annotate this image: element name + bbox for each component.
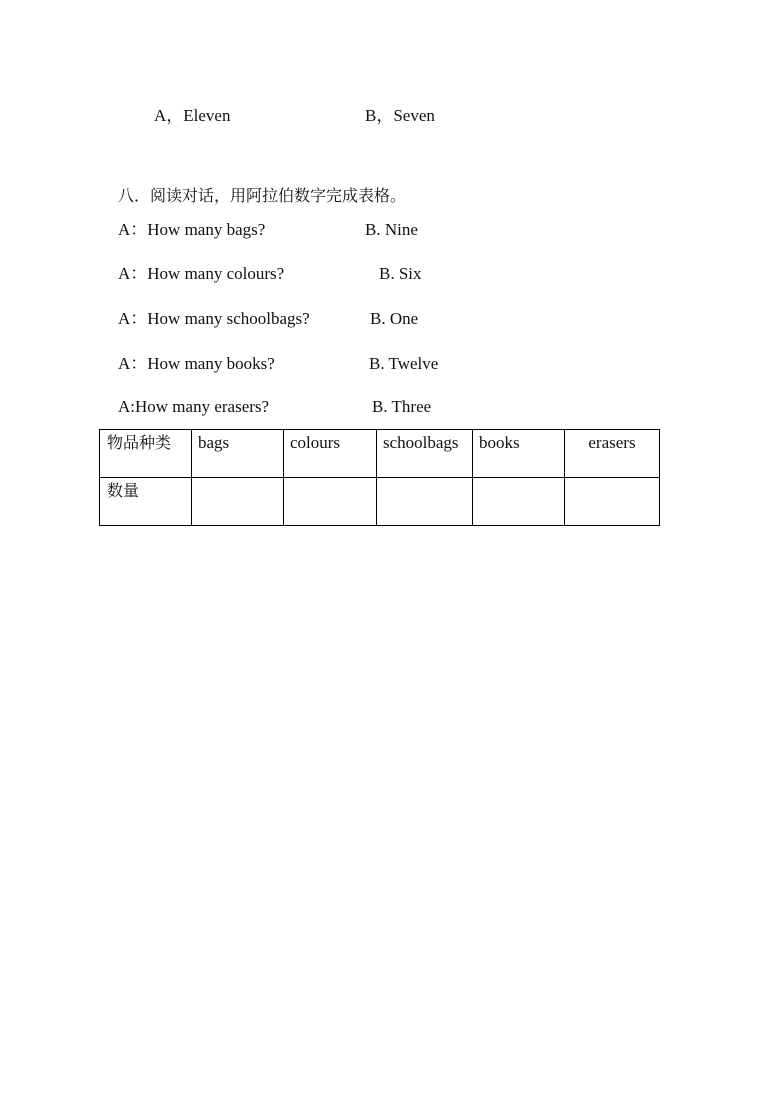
quantity-cell-bags[interactable] — [192, 478, 284, 526]
column-header-colours: colours — [284, 430, 377, 478]
quantity-cell-schoolbags[interactable] — [377, 478, 473, 526]
dialogue-answer: B. One — [370, 309, 419, 328]
table-header-row — [100, 430, 660, 478]
column-header-bags: bags — [192, 430, 284, 478]
option-a: A，Eleven — [154, 106, 231, 125]
quantity-cell-books[interactable] — [473, 478, 565, 526]
quantity-label: 数量 — [100, 478, 192, 526]
dialogue-question: A：How many colours? — [118, 264, 285, 283]
section-title: 八．阅读对话，用阿拉伯数字完成表格。 — [118, 186, 407, 205]
dialogue-question: A：How many bags? — [118, 220, 266, 239]
quantity-cell-colours[interactable] — [284, 478, 377, 526]
dialogue-answer: B. Six — [379, 264, 422, 283]
dialogue-question: A：How many books? — [118, 354, 275, 373]
option-b: B，Seven — [365, 106, 435, 125]
table-quantity-row — [100, 478, 660, 526]
column-header-books: books — [473, 430, 565, 478]
quantity-cell-erasers[interactable] — [565, 478, 660, 526]
dialogue-answer: B. Three — [372, 397, 432, 416]
item-type-label: 物品种类 — [100, 430, 192, 478]
column-header-schoolbags: schoolbags — [377, 430, 473, 478]
column-header-erasers: erasers — [565, 430, 660, 478]
dialogue-answer: B. Twelve — [369, 354, 439, 373]
dialogue-question: A:How many erasers? — [118, 397, 270, 416]
answer-table — [99, 429, 660, 526]
dialogue-question: A：How many schoolbags? — [118, 309, 310, 328]
dialogue-answer: B. Nine — [365, 220, 418, 239]
